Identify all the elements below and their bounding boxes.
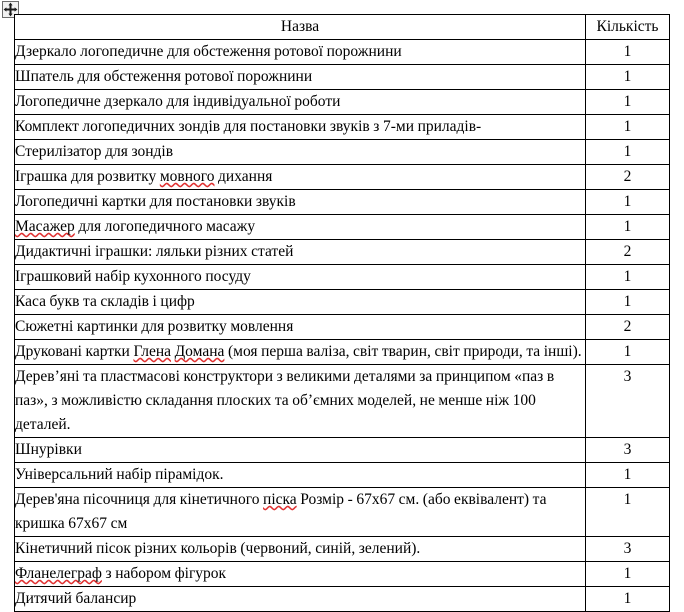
cell-quantity[interactable]: 1 <box>586 115 670 140</box>
cell-quantity[interactable]: 3 <box>586 365 670 438</box>
table-row <box>15 90 670 115</box>
column-header-name: Назва <box>15 15 586 40</box>
cell-quantity[interactable]: 1 <box>586 65 670 90</box>
column-header-quantity: Кількість <box>586 15 670 40</box>
table-row <box>15 115 670 140</box>
cell-quantity[interactable]: 1 <box>586 215 670 240</box>
misspelled-word: Домана <box>174 343 225 360</box>
cell-item-name[interactable]: Кінетичний пісок різних кольорів (червоний, синій, зелений). <box>15 537 586 562</box>
table-row <box>15 315 670 340</box>
cell-quantity[interactable]: 1 <box>586 90 670 115</box>
cell-quantity[interactable]: 3 <box>586 537 670 562</box>
table-row <box>15 340 670 365</box>
cell-item-name[interactable]: Каса букв та складів і цифр <box>15 290 586 315</box>
cell-quantity[interactable]: 1 <box>586 190 670 215</box>
cell-item-name[interactable]: Дерев'яна пісочниця для кінетичного піска Розмір - 67х67 см. (або еквівалент) та кришка 67х67 см <box>15 488 586 537</box>
table-row <box>15 587 670 612</box>
cell-item-name[interactable]: Сюжетні картинки для розвитку мовлення <box>15 315 586 340</box>
misspelled-word: Фланелеграф <box>15 565 102 582</box>
cell-quantity[interactable]: 1 <box>586 140 670 165</box>
table-row <box>15 537 670 562</box>
table-row <box>15 488 670 537</box>
cell-item-name[interactable]: Дидактичні іграшки: ляльки різних статей <box>15 240 586 265</box>
cell-item-name[interactable]: Комплект логопедичних зондів для постановки звуків з 7-ми приладів- <box>15 115 586 140</box>
cell-item-name[interactable]: Іграшковий набір кухонного посуду <box>15 265 586 290</box>
cell-item-name[interactable]: Друковані картки Глена Домана (моя перша валіза, світ тварин, світ природи, та інші). <box>15 340 586 365</box>
misspelled-word: піска <box>263 491 297 508</box>
cell-quantity[interactable]: 1 <box>586 587 670 612</box>
table-header-row <box>15 15 670 40</box>
table-row <box>15 562 670 587</box>
cell-item-name[interactable]: Шнурівки <box>15 438 586 463</box>
table-row <box>15 215 670 240</box>
cell-item-name[interactable]: Масажер для логопедичного масажу <box>15 215 586 240</box>
cell-item-name[interactable]: Дзеркало логопедичне для обстеження ротової порожнини <box>15 40 586 65</box>
cell-quantity[interactable]: 1 <box>586 562 670 587</box>
cell-quantity[interactable]: 1 <box>586 340 670 365</box>
table-row <box>15 240 670 265</box>
cell-item-name[interactable]: Фланелеграф з набором фігурок <box>15 562 586 587</box>
table-row <box>15 290 670 315</box>
misspelled-word: Масажер <box>15 218 75 235</box>
cell-quantity[interactable]: 2 <box>586 165 670 190</box>
cell-item-name[interactable]: Логопедичні картки для постановки звуків <box>15 190 586 215</box>
table-body <box>15 40 670 612</box>
cell-quantity[interactable]: 1 <box>586 488 670 537</box>
table-row <box>15 165 670 190</box>
cell-item-name[interactable]: Шпатель для обстеження ротової порожнини <box>15 65 586 90</box>
cell-item-name[interactable]: Дерев’яні та пластмасові конструктори з великими деталями за принципом «паз в паз», з можливістю складання плоских та об’ємних моделей, не менше ніж 100 деталей. <box>15 365 586 438</box>
cell-quantity[interactable]: 1 <box>586 265 670 290</box>
table-row <box>15 65 670 90</box>
cell-quantity[interactable]: 2 <box>586 240 670 265</box>
table-row <box>15 463 670 488</box>
table-row <box>15 438 670 463</box>
cell-quantity[interactable]: 1 <box>586 463 670 488</box>
table-row <box>15 140 670 165</box>
misspelled-word: мовного <box>159 168 215 185</box>
cell-quantity[interactable]: 3 <box>586 438 670 463</box>
inventory-table[interactable] <box>14 14 670 612</box>
cell-quantity[interactable]: 2 <box>586 315 670 340</box>
cell-quantity[interactable]: 1 <box>586 290 670 315</box>
table-row <box>15 190 670 215</box>
cell-item-name[interactable]: Стерилізатор для зондів <box>15 140 586 165</box>
table-row <box>15 365 670 438</box>
table-row <box>15 265 670 290</box>
cell-item-name[interactable]: Логопедичне дзеркало для індивідуальної роботи <box>15 90 586 115</box>
table-row <box>15 40 670 65</box>
misspelled-word: Глена <box>133 343 172 360</box>
cell-item-name[interactable]: Іграшка для розвитку мовного дихання <box>15 165 586 190</box>
cell-item-name[interactable]: Дитячий балансир <box>15 587 586 612</box>
cell-item-name[interactable]: Універсальний набір пірамідок. <box>15 463 586 488</box>
cell-quantity[interactable]: 1 <box>586 40 670 65</box>
